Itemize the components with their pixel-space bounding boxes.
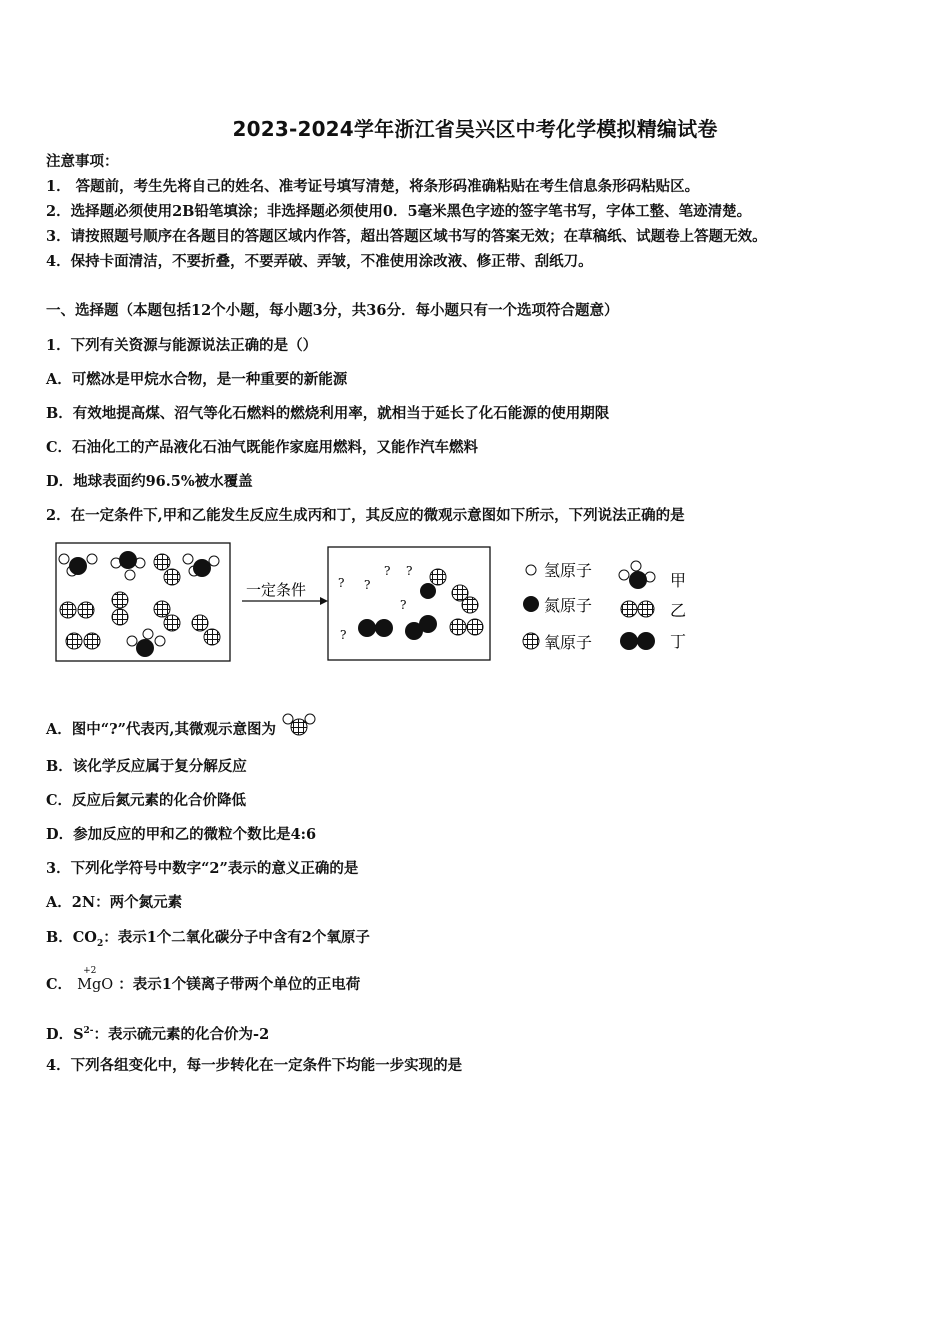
- reactant-yi-molecule: [112, 592, 128, 625]
- reactant-jia-molecule: [127, 629, 165, 657]
- legend-nitrogen-atom: [523, 596, 539, 612]
- reaction-diagram: [50, 537, 700, 667]
- legend-nitrogen-label: 氮原子: [544, 596, 593, 615]
- legend-jia-molecule: [619, 561, 655, 589]
- question-1-stem: 1．下列有关资源与能源说法正确的是（）: [46, 337, 318, 354]
- legend-ding-molecule: [620, 632, 655, 650]
- arrow-label: 一定条件: [246, 581, 307, 599]
- question-3-option-c: [46, 966, 361, 995]
- page-title: 2023-2024学年浙江省吴兴区中考化学模拟精编试卷: [232, 117, 718, 141]
- reactant-jia-molecule: [183, 554, 219, 577]
- reactant-jia-molecule: [111, 551, 145, 580]
- question-4-stem: 4．下列各组变化中，每一步转化在一定条件下均能一步实现的是: [46, 1057, 463, 1074]
- reactant-yi-molecule: [66, 633, 100, 649]
- question-3-option-b: [46, 928, 370, 954]
- option-d-formula: D．S: [46, 1025, 84, 1043]
- reactant-yi-molecule: [154, 601, 180, 631]
- legend-yi-molecule: [621, 601, 654, 617]
- question-2-option-c: C．反应后氮元素的化合价降低: [46, 792, 247, 809]
- question-1-option-c: C．石油化工的产品液化石油气既能作家庭用燃料，又能作汽车燃料: [46, 439, 479, 456]
- question-3-option-d: [46, 1021, 269, 1045]
- legend-hydrogen-label: 氢原子: [544, 561, 593, 580]
- reactant-yi-molecule: [60, 602, 94, 618]
- question-1-option-b: B．有效地提高煤、沼气等化石燃料的燃烧利用率，就相当于延长了化石能源的使用期限: [46, 405, 610, 422]
- unknown-mark: ?: [406, 564, 413, 578]
- product-yi-molecule: [420, 569, 446, 599]
- unknown-mark: ?: [338, 576, 345, 590]
- notice-item: 3．请按照题号顺序在各题目的答题区域内作答，超出答题区域书写的答案无效；在草稿纸、试题卷上答题无效。: [46, 228, 767, 245]
- question-2-option-a: [46, 710, 317, 740]
- product-yi-molecule: [450, 619, 483, 635]
- legend-oxygen-label: 氧原子: [544, 633, 593, 652]
- legend-yi-label: 乙: [670, 601, 687, 620]
- unknown-mark: ?: [364, 578, 371, 592]
- notice-heading: 注意事项：: [46, 153, 119, 170]
- reactant-jia-molecule: [59, 554, 97, 576]
- reactant-yi-molecule: [192, 615, 220, 645]
- valence-mark: +2: [83, 966, 97, 976]
- notice-item: 2．选择题必须使用2B铅笔填涂；非选择题必须使用0．5毫米黑色字迹的签字笔书写，字体工整、笔迹清楚。: [46, 203, 752, 220]
- option-a-text: A．图中“?”代表丙,其微观示意图为: [46, 721, 276, 738]
- question-2-option-d: D．参加反应的甲和乙的微粒个数比是4:6: [46, 826, 317, 843]
- unknown-mark: ?: [384, 564, 391, 578]
- legend-oxygen-atom: [523, 633, 539, 649]
- question-2-option-b: B．该化学反应属于复分解反应: [46, 758, 247, 775]
- question-3-stem: 3．下列化学符号中数字“2”表示的意义正确的是: [46, 860, 359, 877]
- superscript: 2-: [83, 1026, 94, 1036]
- question-1-option-d: D．地球表面约96.5%被水覆盖: [46, 473, 253, 490]
- question-3-option-a: A．2N：两个氮元素: [46, 894, 183, 911]
- option-b-formula: B．CO: [46, 929, 97, 946]
- legend: [523, 561, 686, 652]
- legend-hydrogen-atom: [526, 565, 536, 575]
- product-ding-molecule: [358, 619, 393, 637]
- legend-jia-label: 甲: [670, 571, 687, 590]
- reactant-yi-molecule: [154, 554, 180, 585]
- product-yi-molecule: [452, 585, 478, 613]
- subscript: 2: [96, 938, 104, 949]
- option-d-text: ：表示硫元素的化合价为-2: [93, 1025, 270, 1043]
- reaction-arrowhead: [320, 597, 328, 605]
- valence-formula: [77, 966, 114, 995]
- question-2-stem: 2．在一定条件下,甲和乙能发生反应生成丙和丁，其反应的微观示意图如下所示，下列说法正确的是: [46, 507, 685, 524]
- option-b-text: ：表示1个二氧化碳分子中含有2个氧原子: [103, 929, 370, 946]
- unknown-mark: ?: [400, 598, 407, 612]
- legend-ding-label: 丁: [670, 632, 687, 651]
- notice-item: 4．保持卡面清洁，不要折叠，不要弄破、弄皱，不准使用涂改液、修正带、刮纸刀。: [46, 253, 593, 270]
- option-c-label: C．: [46, 976, 73, 993]
- notice-item: 1． 答题前，考生先将自己的姓名、准考证号填写清楚，将条形码准确粘贴在考生信息条形码粘贴区。: [46, 178, 700, 195]
- formula: MgO: [77, 977, 114, 993]
- section-heading: 一、选择题（本题包括12个小题，每小题3分，共36分．每小题只有一个选项符合题意）: [46, 302, 619, 319]
- option-c-text: ：表示1个镁离子带两个单位的正电荷: [118, 976, 361, 993]
- bing-molecule-icon: [281, 710, 317, 740]
- question-1-option-a: A．可燃冰是甲烷水合物，是一种重要的新能源: [46, 371, 348, 388]
- unknown-mark: ?: [340, 628, 347, 642]
- product-ding-molecule: [405, 615, 437, 640]
